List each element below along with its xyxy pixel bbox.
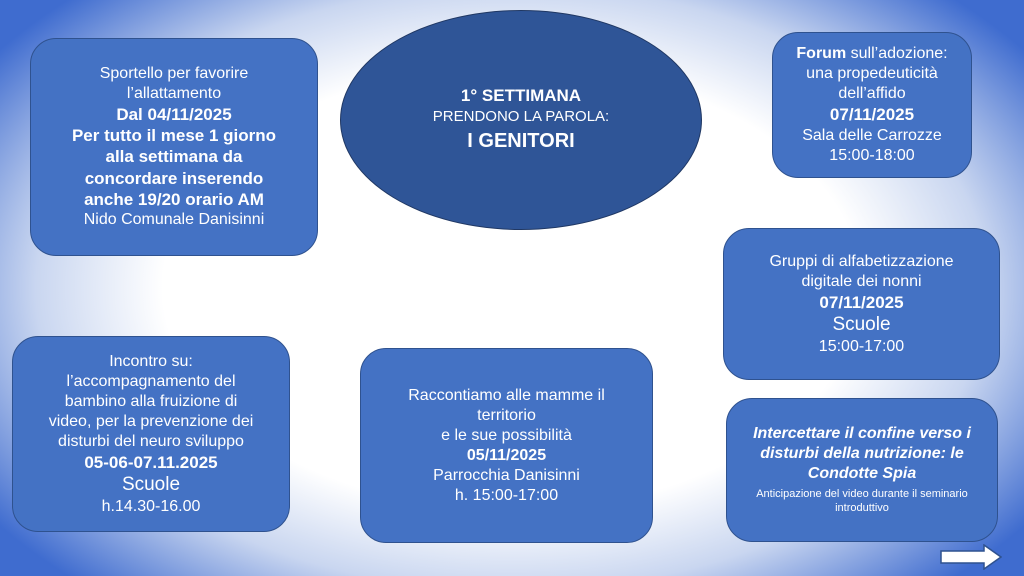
video-meeting-box bbox=[12, 336, 290, 532]
box4-line4: video, per la prevenzione dei bbox=[48, 412, 254, 430]
box3-line2: digitale dei nonni bbox=[801, 272, 922, 290]
box2-forum: Forum bbox=[796, 45, 847, 63]
box2-time: 15:00-18:00 bbox=[829, 146, 915, 164]
box1-bold2: alla settimana da bbox=[105, 147, 243, 167]
box3-line1: Gruppi di alfabetizzazione bbox=[769, 252, 954, 270]
box4-line1: Incontro su: bbox=[109, 352, 193, 370]
box2-date: 07/11/2025 bbox=[829, 105, 915, 125]
box5-line2: territorio bbox=[477, 406, 536, 424]
box1-line2: l’allattamento bbox=[126, 84, 222, 102]
box6-line2: disturbi della nutrizione: le bbox=[760, 445, 964, 463]
week-title: 1° SETTIMANA bbox=[460, 86, 582, 106]
arrow-right-icon[interactable] bbox=[940, 544, 1002, 570]
box1-bold3: concordare inserendo bbox=[84, 168, 264, 188]
box5-line1: Raccontiamo alle mamme il bbox=[408, 386, 605, 404]
week-subtitle: PRENDONO LA PAROLA: bbox=[432, 108, 610, 126]
box4-time: h.14.30-16.00 bbox=[101, 497, 201, 515]
breastfeeding-box bbox=[30, 38, 318, 256]
box4-date: 05-06-07.11.2025 bbox=[84, 452, 218, 472]
nutrition-disorders-box bbox=[726, 398, 998, 542]
box1-bold4: anche 19/20 orario AM bbox=[84, 189, 264, 209]
box1-date: Dal 04/11/2025 bbox=[116, 104, 232, 124]
box6-line3: Condotte Spia bbox=[807, 465, 917, 483]
week-main: I GENITORI bbox=[467, 129, 575, 152]
box5-line3: e le sue possibilità bbox=[441, 426, 572, 444]
box3-place: Scuole bbox=[832, 313, 891, 335]
box1-line1: Sportello per favorire bbox=[99, 64, 249, 82]
box6-note1: Anticipazione del video durante il seminario bbox=[756, 488, 968, 501]
box3-time: 15:00-17:00 bbox=[818, 337, 905, 355]
box3-date: 07/11/2025 bbox=[819, 292, 904, 312]
box5-place: Parrocchia Danisinni bbox=[433, 466, 580, 484]
box5-time: h. 15:00-17:00 bbox=[454, 486, 559, 504]
box6-note2: introduttivo bbox=[835, 502, 889, 514]
box1-bold1: Per tutto il mese 1 giorno bbox=[71, 126, 277, 146]
box2-place: Sala delle Carrozze bbox=[802, 126, 942, 144]
box4-line5: disturbi del neuro sviluppo bbox=[58, 432, 244, 450]
box2-line2: una propedeuticità bbox=[806, 65, 938, 83]
box5-date: 05/11/2025 bbox=[466, 446, 547, 464]
week-title-ellipse bbox=[340, 10, 702, 230]
mothers-territory-box bbox=[360, 348, 653, 543]
box4-place: Scuole bbox=[121, 473, 181, 495]
digital-literacy-box bbox=[723, 228, 1000, 380]
box1-place: Nido Comunale Danisinni bbox=[83, 211, 265, 229]
box2-line3: dell’affido bbox=[838, 85, 906, 103]
box2-line1 bbox=[796, 44, 947, 64]
adoption-forum-box bbox=[772, 32, 972, 178]
box2-line1-rest: sull’adozione: bbox=[846, 45, 948, 63]
box4-line3: bambino alla fruizione di bbox=[64, 392, 238, 410]
box6-line1: Intercettare il confine verso i bbox=[753, 425, 971, 443]
box4-line2: l’accompagnamento del bbox=[66, 372, 236, 390]
